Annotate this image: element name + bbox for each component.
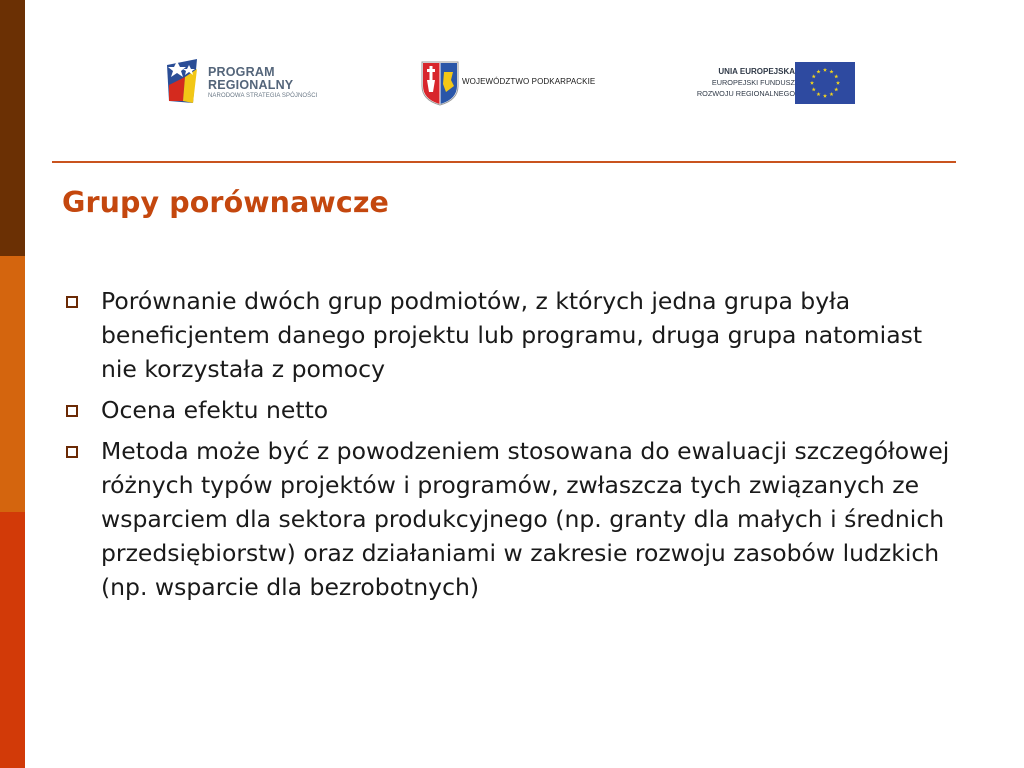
wojewodztwo-label: WOJEWÓDZTWO PODKARPACKIE [462,77,596,86]
bullet-item [62,434,962,604]
bullet-text: Porównanie dwóch grup podmiotów, z których jedna grupa była beneficjentem danego projektu lub programu, druga grupa natomiast nie korzystała z pomocy [101,287,923,383]
hollow-square-icon [66,296,78,308]
side-bar-top [0,0,25,256]
wojewodztwo-logo [420,60,620,106]
eu-flag-icon [795,62,855,104]
side-bar-middle [0,256,25,512]
program-regionalny-emblem-icon [163,55,207,107]
header-divider [52,161,956,163]
bullet-list [62,284,962,611]
program-regionalny-line2: REGIONALNY [208,78,294,92]
program-regionalny-line3: NARODOWA STRATEGIA SPÓJNOŚCI [208,93,318,99]
slide-title: Grupy porównawcze [62,186,389,219]
program-regionalny-logo [163,55,333,107]
side-bar-bottom [0,512,25,768]
hollow-square-icon [66,446,78,458]
hollow-square-icon [66,405,78,417]
ue-line2: EUROPEJSKI FUNDUSZ [711,78,795,87]
bullet-text: Metoda może być z powodzeniem stosowana do ewaluacji szczegółowej różnych typów projektów i programów, zwłaszcza tych związanych ze wsparciem dla sektora produkcyjnego (np. granty dla małych i średnich przedsiębiorstw) oraz działaniami w zakresie rozwoju zasobów ludzkich (np. wsparcie dla bezrobotnych) [101,437,950,601]
bullet-item [62,284,962,386]
program-regionalny-line1: PROGRAM [208,65,275,79]
podkarpackie-coat-of-arms-icon [420,60,460,106]
logo-strip [0,50,1024,114]
ue-line1: UNIA EUROPEJSKA [718,67,795,76]
bullet-item [62,393,962,427]
unia-europejska-logo [680,62,860,108]
ue-line3: ROZWOJU REGIONALNEGO [696,89,795,98]
bullet-text: Ocena efektu netto [101,396,329,424]
